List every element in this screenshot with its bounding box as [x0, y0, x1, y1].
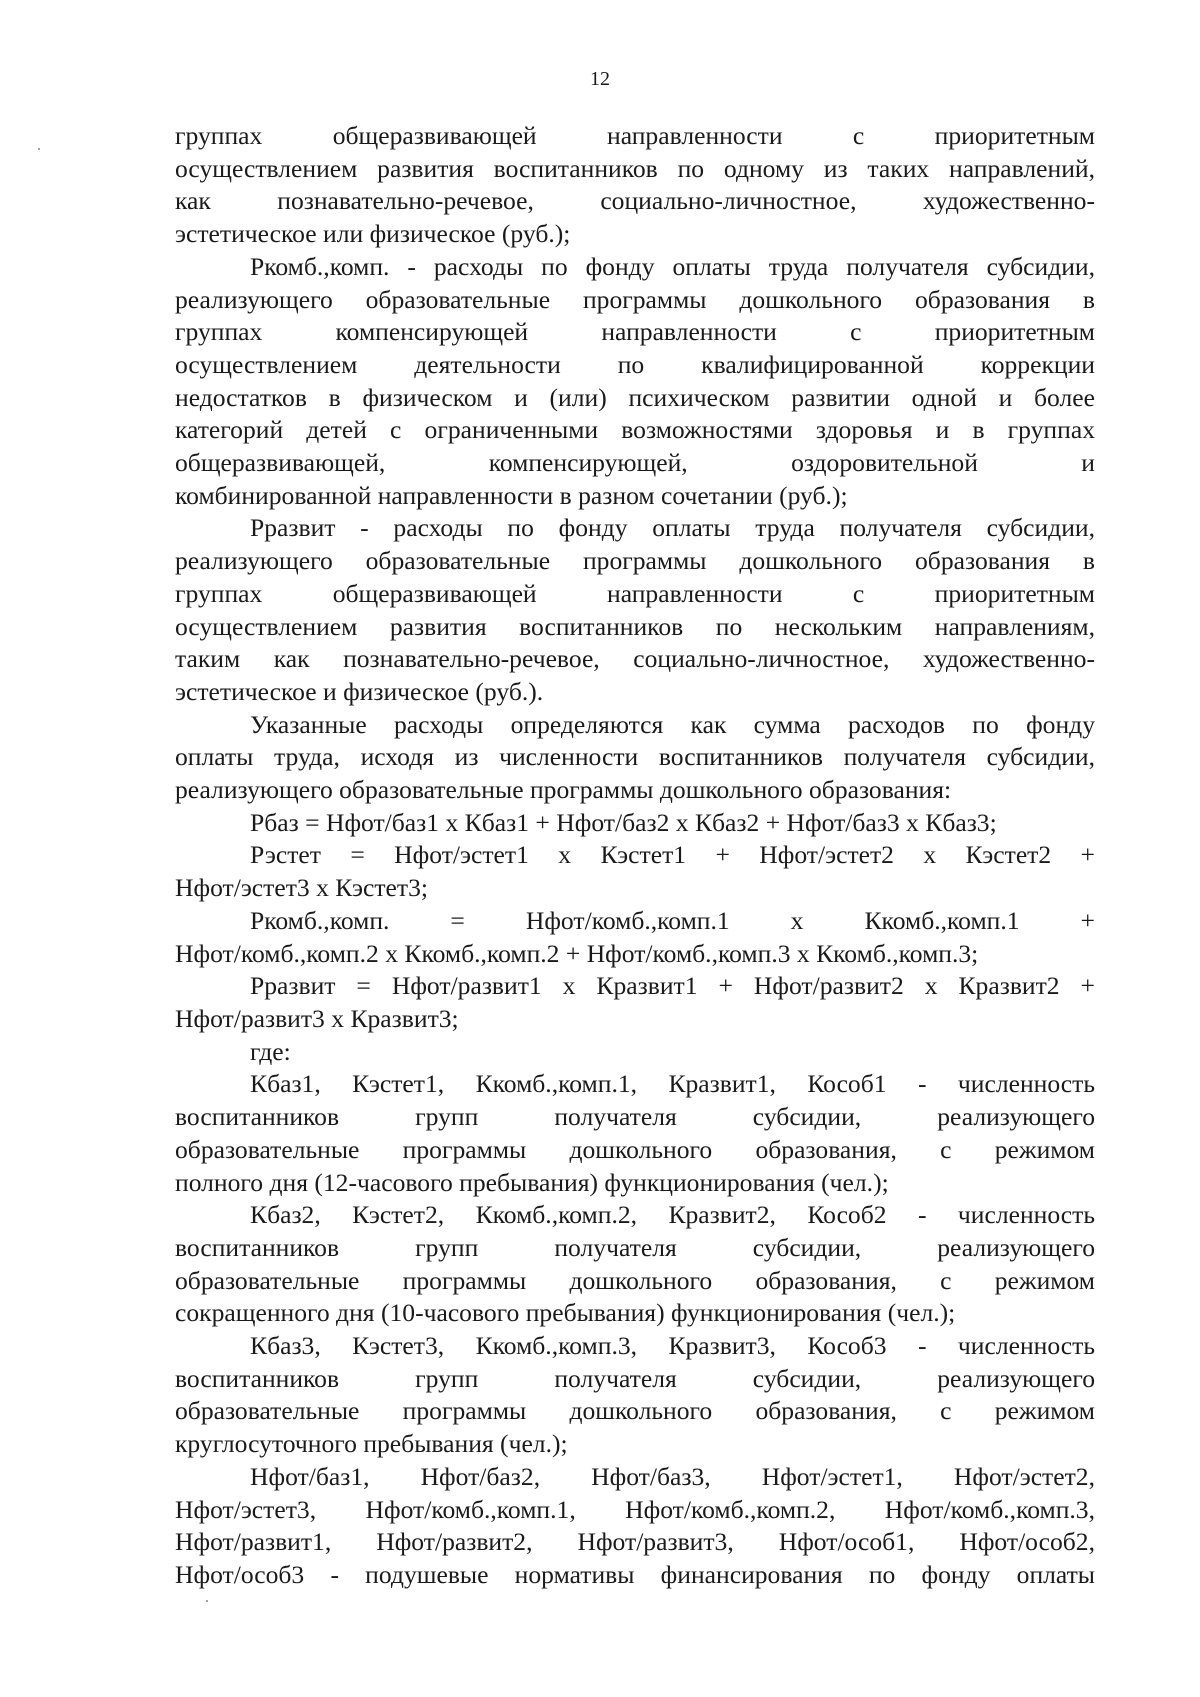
text-line: общеразвивающей, компенсирующей, оздоровительной и [175, 448, 1095, 478]
text-line: воспитанников групп получателя субсидии, реализующего [175, 1102, 1095, 1132]
text-line: реализующего образовательные программы дошкольного образования: [175, 775, 952, 805]
text-line: Нфот/эстет3 х Кэстет3; [175, 873, 429, 903]
text-line: Нфот/развит1, Нфот/развит2, Нфот/развит3, Нфот/особ1, Нфот/особ2, [175, 1527, 1095, 1557]
text-line: оплаты труда, исходя из численности воспитанников получателя субсидии, [175, 742, 1095, 772]
text-line: недостатков в физическом и (или) психическом развитии одной и более [175, 382, 1095, 412]
scan-speck [38, 148, 40, 150]
text-line: осуществлением развития воспитанников по одному из таких направлений, [175, 153, 1095, 183]
text-line: Кбаз2, Кэстет2, Ккомб.,комп.2, Кразвит2, Кособ2 - численность [250, 1200, 1095, 1230]
text-line: сокращенного дня (10-часового пребывания) функционирования (чел.); [175, 1298, 956, 1328]
text-line: Кбаз1, Кэстет1, Ккомб.,комп.1, Кразвит1, Кособ1 - численность [250, 1069, 1095, 1099]
text-line: как познавательно-речевое, социально-личностное, художественно- [175, 186, 1095, 216]
text-line: воспитанников групп получателя субсидии, реализующего [175, 1232, 1095, 1262]
text-line: группах общеразвивающей направленности с приоритетным [175, 578, 1095, 608]
text-line: Ркомб.,комп. = Нфот/комб.,комп.1 х Ккомб.,комп.1 + [250, 905, 1095, 935]
text-line: Нфот/комб.,комп.2 х Ккомб.,комп.2 + Нфот/комб.,комп.3 х Ккомб.,комп.3; [175, 938, 979, 968]
text-line: Рэстет = Нфот/эстет1 х Кэстет1 + Нфот/эстет2 х Кэстет2 + [250, 840, 1095, 870]
text-line: Нфот/баз1, Нфот/баз2, Нфот/баз3, Нфот/эстет1, Нфот/эстет2, [250, 1461, 1095, 1491]
text-line: категорий детей с ограниченными возможностями здоровья и в группах [175, 415, 1095, 445]
text-line: воспитанников групп получателя субсидии, реализующего [175, 1363, 1095, 1393]
text-line: Указанные расходы определяются как сумма расходов по фонду [250, 709, 1095, 739]
text-line: таким как познавательно-речевое, социально-личностное, художественно- [175, 644, 1095, 674]
text-line: круглосуточного пребывания (чел.); [175, 1429, 568, 1459]
text-line: Нфот/развит3 х Кразвит3; [175, 1003, 459, 1033]
text-line: осуществлением развития воспитанников по нескольким направлениям, [175, 611, 1095, 641]
text-line: Рбаз = Нфот/баз1 х Кбаз1 + Нфот/баз2 х Кбаз2 + Нфот/баз3 х Кбаз3; [250, 807, 997, 837]
text-line: Рразвит - расходы по фонду оплаты труда получателя субсидии, [250, 513, 1095, 543]
text-line: эстетическое и физическое (руб.). [175, 676, 544, 706]
text-line: группах общеразвивающей направленности с приоритетным [175, 121, 1095, 150]
text-line: реализующего образовательные программы дошкольного образования в [175, 284, 1095, 314]
text-line: Кбаз3, Кэстет3, Ккомб.,комп.3, Кразвит3, Кособ3 - численность [250, 1331, 1095, 1361]
text-line: где: [250, 1036, 291, 1066]
text-line: образовательные программы дошкольного образования, с режимом [175, 1396, 1095, 1426]
text-line: группах компенсирующей направленности с приоритетным [175, 317, 1095, 347]
text-line: осуществлением деятельности по квалифицированной коррекции [175, 349, 1095, 379]
document-body [175, 120, 1095, 1592]
text-line: полного дня (12-часового пребывания) функционирования (чел.); [175, 1167, 889, 1197]
text-line: Рразвит = Нфот/развит1 х Кразвит1 + Нфот/развит2 х Кразвит2 + [250, 971, 1095, 1001]
text-line: Нфот/особ3 - подушевые нормативы финансирования по фонду оплаты [175, 1559, 1095, 1589]
text-line: реализующего образовательные программы дошкольного образования в [175, 546, 1095, 576]
text-line: Нфот/эстет3, Нфот/комб.,комп.1, Нфот/комб.,комп.2, Нфот/комб.,комп.3, [175, 1494, 1095, 1524]
scan-speck [206, 1600, 208, 1602]
text-line: образовательные программы дошкольного образования, с режимом [175, 1134, 1095, 1164]
text-line: комбинированной направленности в разном сочетании (руб.); [175, 480, 848, 510]
text-line: образовательные программы дошкольного образования, с режимом [175, 1265, 1095, 1295]
page-number: 12 [590, 68, 610, 90]
text-line: эстетическое или физическое (руб.); [175, 219, 571, 249]
text-line: Ркомб.,комп. - расходы по фонду оплаты труда получателя субсидии, [250, 251, 1095, 281]
